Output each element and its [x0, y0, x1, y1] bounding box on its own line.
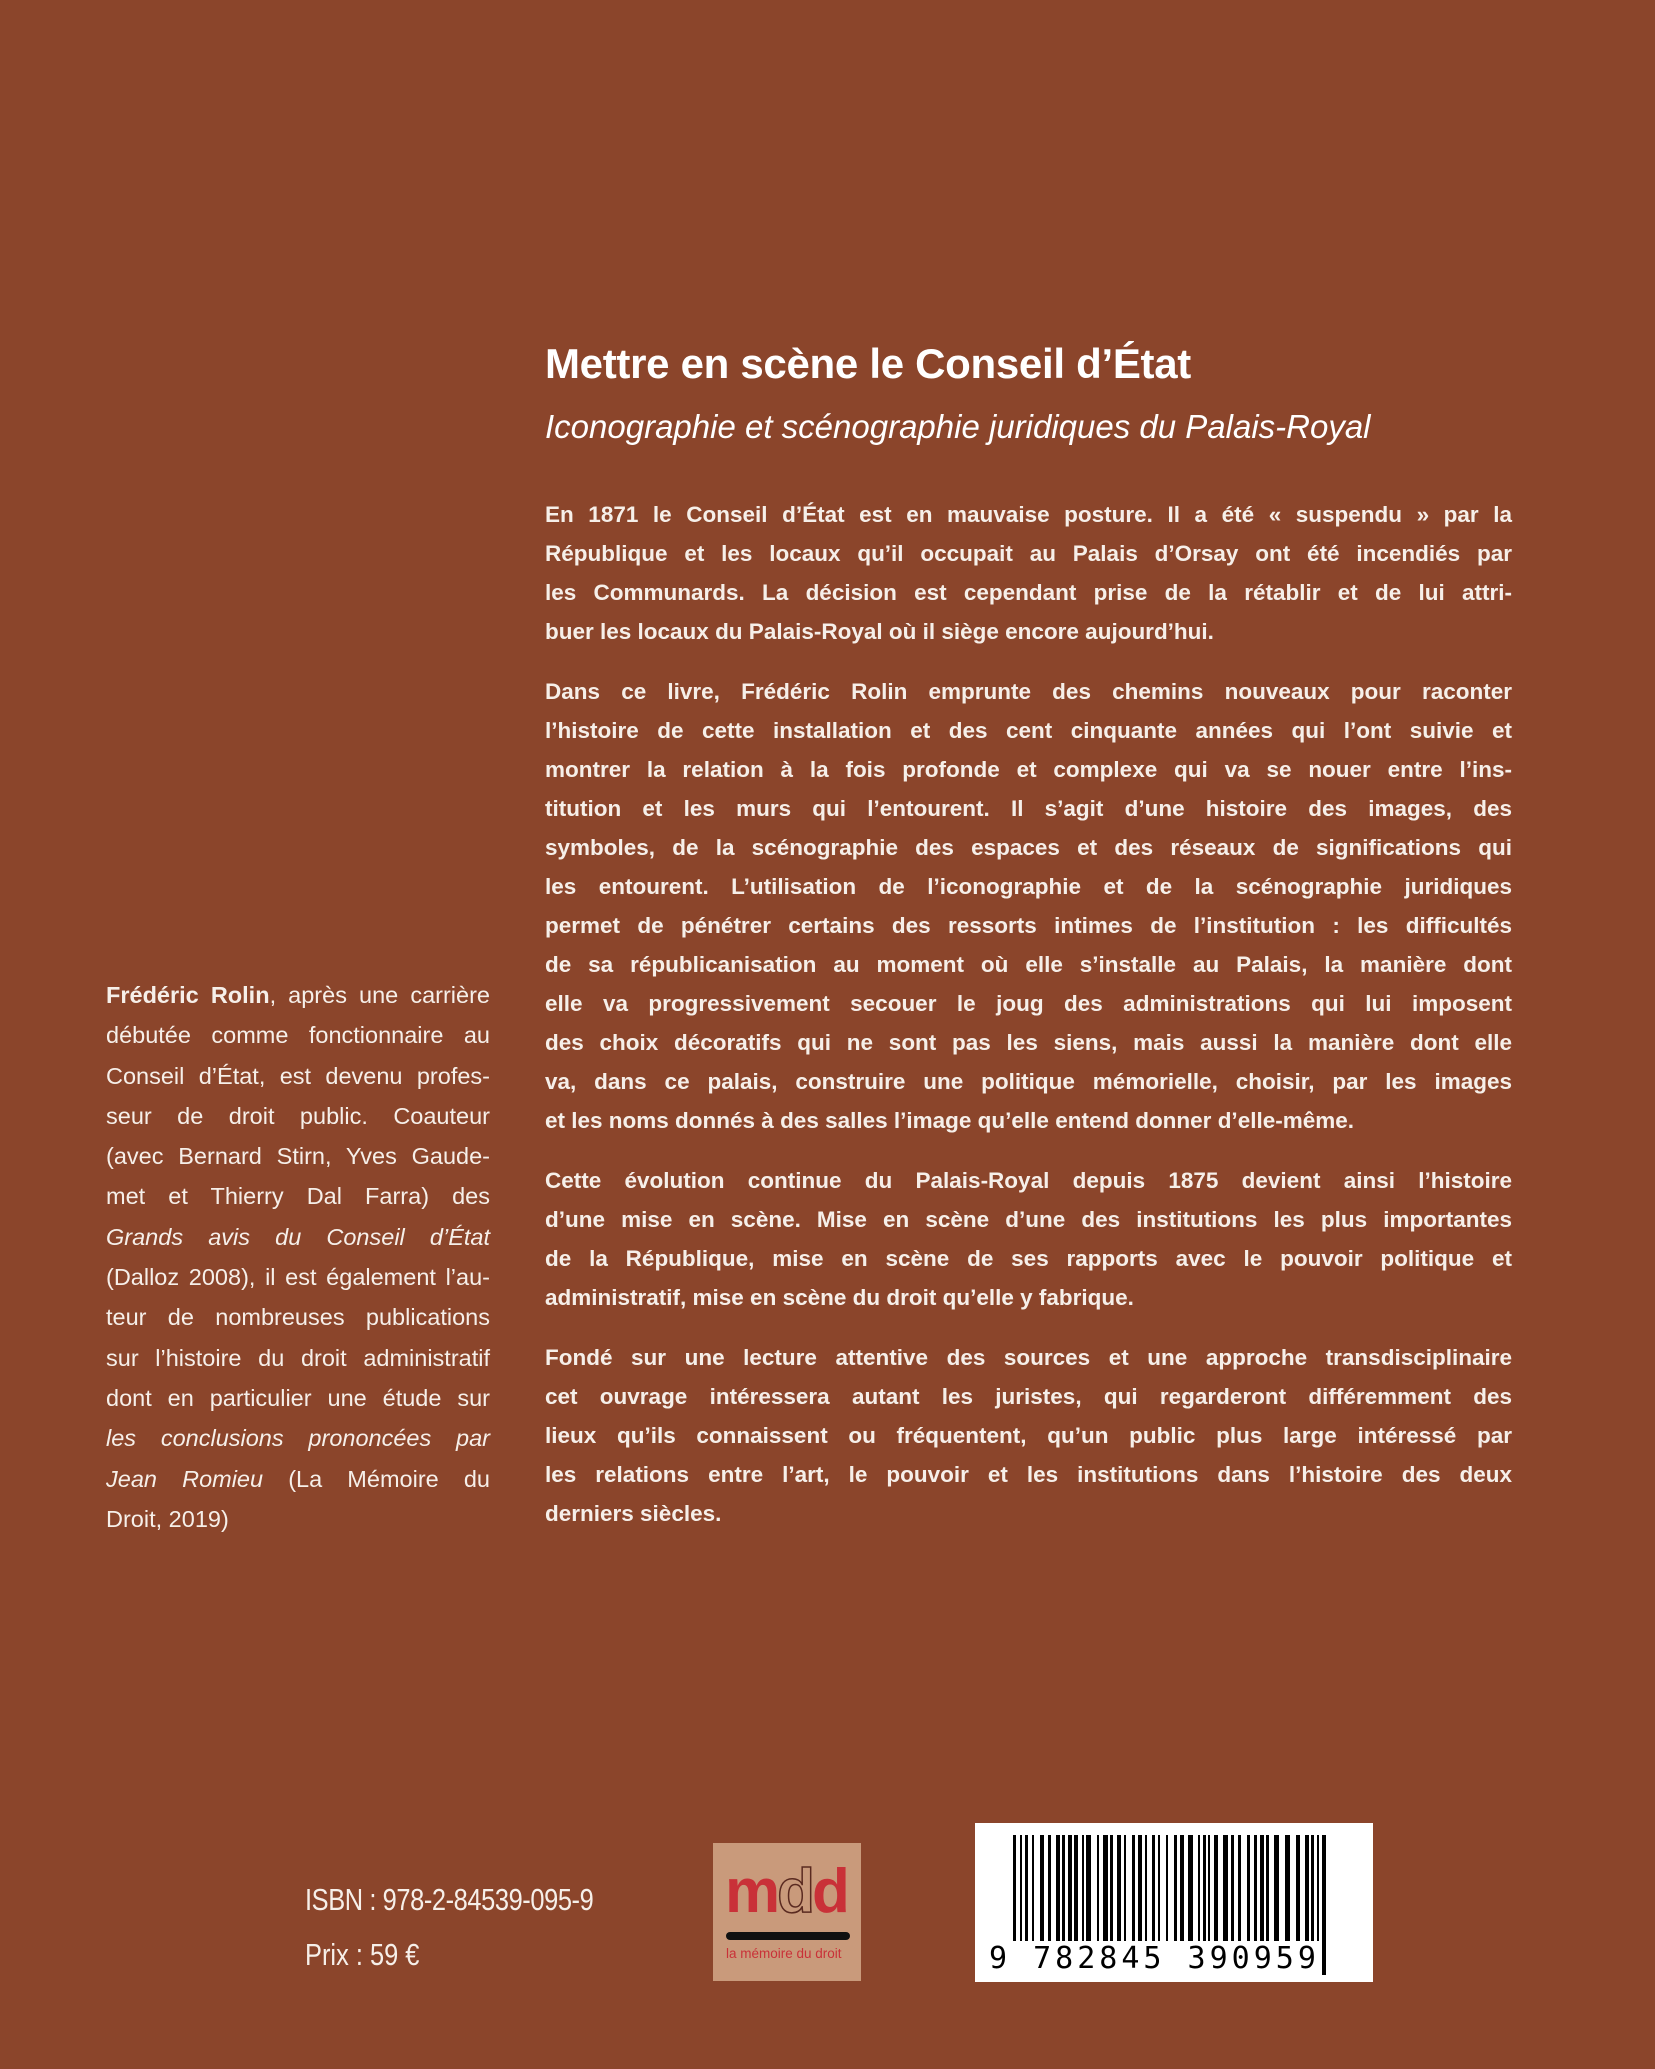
publisher-logo [713, 1843, 861, 1981]
book-subtitle: Iconographie et scénographie juridiques du Palais-Royal [545, 408, 1371, 445]
text-line: buer les locaux du Palais-Royal où il siège encore aujourd’hui. [545, 619, 1214, 644]
bio-line [106, 1499, 490, 1539]
bio-text: Droit, 2019) [106, 1505, 229, 1532]
text-line: l’histoire de cette installation et des cent cinquante années qui l’ont suivie et [545, 718, 1512, 743]
book-reference: Grands avis du Conseil d’État [106, 1223, 490, 1250]
text-line: En 1871 le Conseil d’État est en mauvaise posture. Il a été « suspendu » par la [545, 502, 1512, 527]
author-bio [106, 975, 490, 1539]
bio-text: (avec Bernard Stirn, Yves Gaude- [106, 1143, 490, 1170]
description-paragraph [545, 495, 1512, 651]
text-line: symboles, de la scénographie des espaces et des réseaux de significations qui [545, 835, 1512, 860]
text-line: les entourent. L’utilisation de l’iconographie et de la scénographie juridiques [545, 874, 1512, 899]
text-line: administratif, mise en scène du droit qu’elle y fabrique. [545, 1285, 1134, 1310]
bio-text: débutée comme fonctionnaire au [106, 1022, 490, 1049]
book-description [545, 495, 1512, 1554]
bio-line [106, 1297, 490, 1337]
description-paragraph [545, 1338, 1512, 1533]
bio-text: (Dalloz 2008), il est également l’au- [106, 1264, 490, 1291]
text-line: elle va progressivement secouer le joug des administrations qui lui imposent [545, 991, 1512, 1016]
bio-text: (La Mémoire du [263, 1465, 490, 1492]
author-name: Frédéric Rolin [106, 982, 270, 1008]
bio-line [106, 1459, 490, 1499]
text-line: les Communards. La décision est cependant prise de la rétablir et de lui attri- [545, 580, 1512, 605]
text-line: Cette évolution continue du Palais-Royal depuis 1875 devient ainsi l’histoire [545, 1168, 1512, 1193]
logo-divider [726, 1932, 850, 1940]
bio-text: teur de nombreuses publications [106, 1304, 490, 1331]
bio-line [106, 1418, 490, 1458]
description-paragraph [545, 1161, 1512, 1317]
text-line: cet ouvrage intéressera autant les juristes, qui regarderont différemment des [545, 1384, 1512, 1409]
text-line: de la République, mise en scène de ses rapports avec le pouvoir politique et [545, 1246, 1512, 1271]
text-line: Dans ce livre, Frédéric Rolin emprunte des chemins nouveaux pour raconter [545, 679, 1512, 704]
bio-line [106, 1257, 490, 1297]
text-line: va, dans ce palais, construire une politique mémorielle, choisir, par les images [545, 1069, 1512, 1094]
bio-text: Conseil d’État, est devenu profes- [106, 1062, 490, 1089]
bio-text: sur l’histoire du droit administratif [106, 1344, 490, 1371]
text-line: montrer la relation à la fois profonde et complexe qui va se nouer entre l’ins- [545, 757, 1512, 782]
bio-text: , après une carrière [269, 982, 490, 1008]
text-line: et les noms donnés à des salles l’image qu’elle entend donner d’elle-même. [545, 1108, 1355, 1133]
bio-line [106, 1217, 490, 1257]
bio-text: seur de droit public. Coauteur [106, 1102, 490, 1129]
barcode-bar [1322, 1835, 1326, 1975]
text-line: les relations entre l’art, le pouvoir et les institutions dans l’histoire des deux [545, 1462, 1512, 1487]
bio-line [106, 975, 490, 1015]
text-line: de sa républicanisation au moment où elle s’installe au Palais, la manière dont [545, 952, 1512, 977]
publisher-name: la mémoire du droit [726, 1946, 842, 1961]
text-line: des choix décoratifs qui ne sont pas les siens, mais aussi la manière dont elle [545, 1030, 1512, 1055]
text-line: titution et les murs qui l’entourent. Il s’agit d’une histoire des images, des [545, 796, 1512, 821]
book-reference: les conclusions prononcées par [106, 1425, 490, 1452]
text-line: lieux qu’ils connaissent ou fréquentent, qu’un public plus large intéressé par [545, 1423, 1512, 1448]
price: Prix : 59 € [305, 1937, 420, 1972]
bio-text: met et Thierry Dal Farra) des [106, 1183, 490, 1210]
bio-line [106, 1096, 490, 1136]
bio-text: dont en particulier une étude sur [106, 1384, 490, 1411]
isbn: ISBN : 978-2-84539-095-9 [305, 1882, 594, 1917]
bio-line [106, 1015, 490, 1055]
bio-line [106, 1176, 490, 1216]
text-line: d’une mise en scène. Mise en scène d’une des institutions les plus importantes [545, 1207, 1512, 1232]
barcode [975, 1823, 1373, 1982]
bio-line [106, 1338, 490, 1378]
text-line: Fondé sur une lecture attentive des sources et une approche transdisciplinaire [545, 1345, 1512, 1370]
text-line: derniers siècles. [545, 1501, 722, 1526]
bio-line [106, 1136, 490, 1176]
text-line: permet de pénétrer certains des ressorts intimes de l’institution : les difficultés [545, 913, 1512, 938]
book-title: Mettre en scène le Conseil d’État [545, 340, 1191, 387]
bio-line [106, 1378, 490, 1418]
book-reference: Jean Romieu [106, 1465, 264, 1492]
bio-line [106, 1056, 490, 1096]
barcode-digits: 9 782845 390959 [989, 1941, 1320, 1976]
description-paragraph [545, 672, 1512, 1140]
text-line: République et les locaux qu’il occupait au Palais d’Orsay ont été incendiés par [545, 541, 1512, 566]
logo-mark: mdd [725, 1857, 847, 1926]
